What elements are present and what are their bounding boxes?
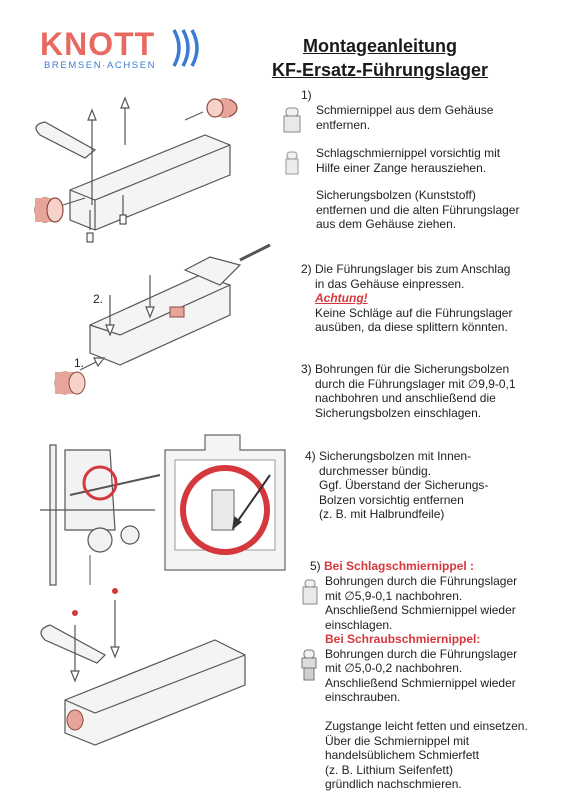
step-1-number: 1): [301, 88, 312, 102]
figure-bolt-detail: [160, 430, 290, 570]
step-1-text-b: Schlagschmiernippel vorsichtig mit Hilfe einer Zange herausziehen.: [316, 146, 501, 175]
section-heading-hammer: Bei Schlagschmiernippel :: [324, 559, 475, 573]
grease-nipple-icon: [302, 580, 318, 606]
warning-label: Achtung!: [315, 291, 368, 305]
brand-waves-icon: [170, 28, 210, 68]
figure-final-assembly: [35, 585, 275, 745]
step-2-text: 2) Die Führungslager bis zum Anschlag in das Gehäuse einpressen. Achtung! Keine Schläge auf die Führungslager ausüben, da diese splittern könnten.: [301, 262, 513, 334]
figure-installed-view: [40, 435, 160, 585]
brand-logo-text: KNOTT: [40, 26, 156, 62]
step-1-text-c: Sicherungsbolzen (Kunststoff) entfernen und die alten Führungslager aus dem Gehäuse ziehen.: [316, 188, 520, 231]
step-5-text-c: Zugstange leicht fetten und einsetzen. Über die Schmiernippel mit handelsüblichem Schmierfett (z. B. Lithium Seifenfett) gründlich nachschmieren.: [325, 719, 528, 791]
grease-nipple-icon: [285, 152, 299, 176]
step-5-text-a: Bohrungen durch die Führungslager mit ∅5,9-0,1 nachbohren. Anschließend Schmiernippel wieder einschlagen. Bei Schraubschmiernippel: Bohrungen durch die Führungslager mit ∅5,0-0,2 nachbohren. Anschließend Schmiernippel wieder einschrauben.: [325, 574, 518, 704]
grease-nipple-icon: [283, 108, 301, 136]
page-subtitle: KF-Ersatz-Führungslager: [271, 60, 489, 80]
section-heading-screw: Bei Schraubschmiernippel:: [325, 632, 481, 646]
step-5-header: [310, 559, 474, 574]
step-4-text: 4) Sicherungsbolzen mit Innen- durchmesser bündig. Ggf. Überstand der Sicherungs- Bolzen vorsichtig entfernen (z. B. mit Halbrundfeile): [305, 449, 489, 521]
screw-nipple-icon: [300, 650, 318, 682]
figure-disassembly: [25, 90, 260, 250]
step-5-number: 5): [310, 559, 321, 573]
page-title: Montageanleitung: [303, 36, 457, 56]
step-3-text: 3) Bohrungen für die Sicherungsbolzen durch die Führungslager mit ∅9,9-0,1 nachbohren und anschließend die Sicherungsbolzen einschlagen.: [301, 362, 516, 420]
step-1-text-a: Schmiernippel aus dem Gehäuse entfernen.: [316, 103, 494, 132]
figure-press-bearings: [40, 245, 270, 405]
figure-label-two: 2.: [93, 292, 104, 306]
figure-label-one: 1.: [74, 356, 85, 370]
brand-subtitle: BREMSEN·ACHSEN: [44, 60, 157, 71]
bearing-shape: [67, 710, 83, 730]
